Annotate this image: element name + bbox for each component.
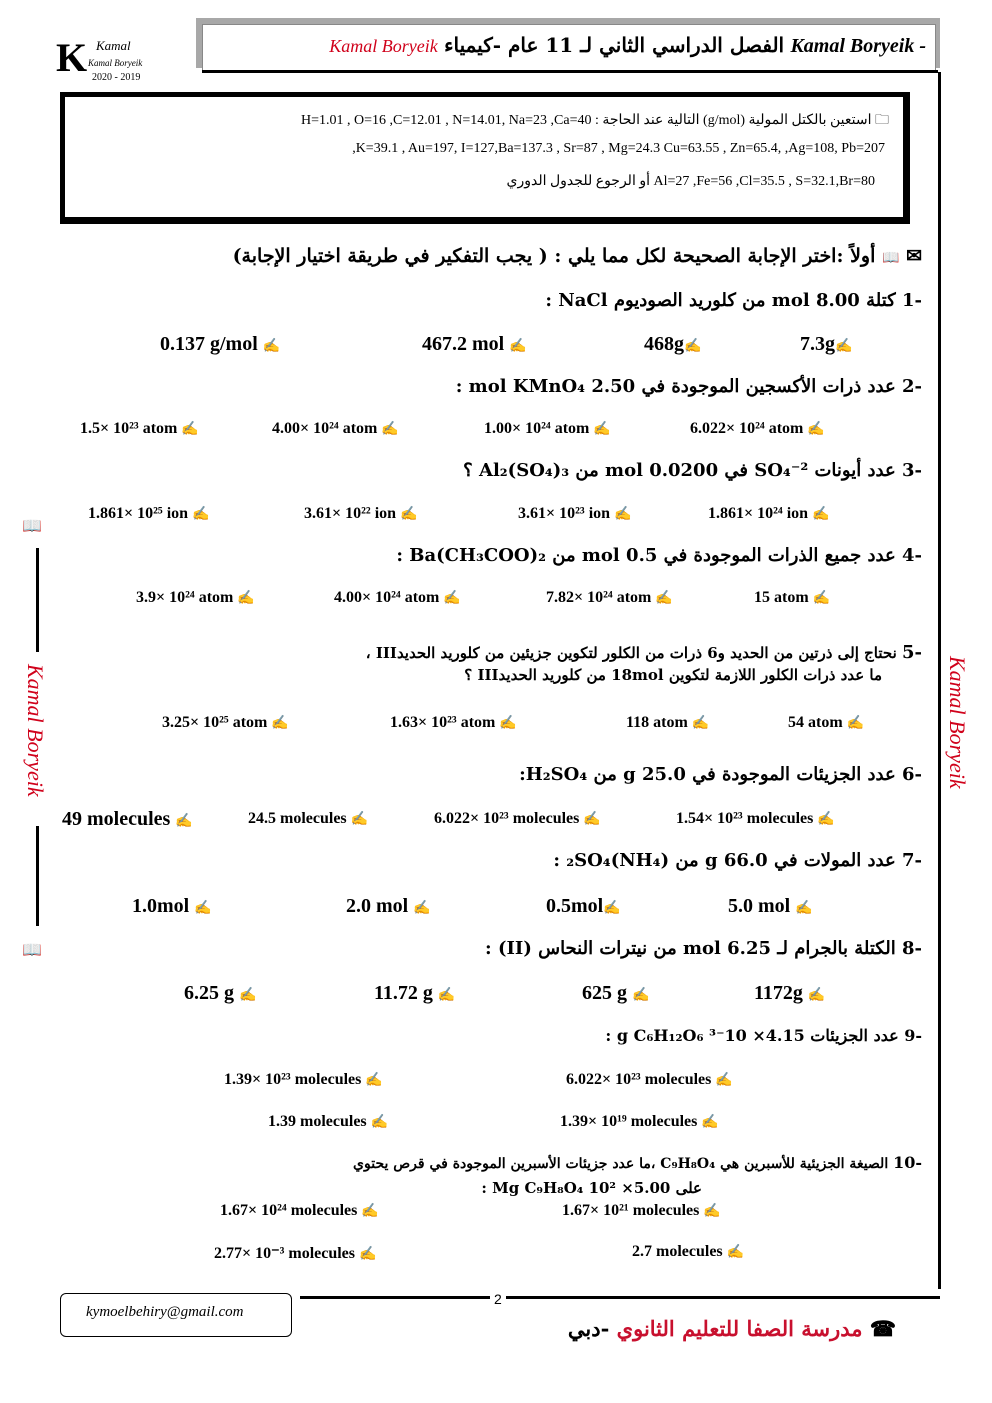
pen-icon: ✍ <box>846 716 865 731</box>
page-number: 2 <box>490 1291 506 1307</box>
title-signature: Kamal Boryeik <box>329 36 438 56</box>
pen-icon: ✍ <box>691 716 710 731</box>
question-4 <box>396 545 922 566</box>
question-number: -8 <box>901 938 922 959</box>
option[interactable]: 6.022× 10²³ molecules ✍ <box>434 810 601 827</box>
pen-icon: ✍ <box>701 1115 719 1130</box>
question-6 <box>519 764 922 785</box>
school-city: -دبي <box>567 1316 610 1341</box>
pen-icon: ✍ <box>271 716 289 731</box>
question-8 <box>485 938 922 959</box>
option[interactable]: 6.022× 10²⁴ atom ✍ <box>690 420 825 437</box>
option[interactable]: 2.0 mol ✍ <box>346 895 431 917</box>
option[interactable]: 625 g ✍ <box>582 982 650 1004</box>
pen-icon: ✍ <box>175 814 193 829</box>
title-english: Kamal Boryeik - <box>790 35 926 57</box>
masses-values-1: H=1.01 , O=16 ,C=12.01 , N=14.01, Na=23 ,Ca=40 <box>301 113 592 128</box>
book-icon: 📖 <box>882 250 900 266</box>
option[interactable]: 1.00× 10²⁴ atom ✍ <box>484 420 611 437</box>
pen-icon: ✍ <box>370 1115 389 1130</box>
right-border-rule <box>938 72 941 1289</box>
question-number: -9 <box>904 1026 922 1045</box>
page-title <box>329 33 926 58</box>
envelope-icon: ✉ <box>906 245 922 267</box>
question-10-line-2: على 5.00× 10² Mg C₉H₈O₄ : <box>481 1179 702 1197</box>
option[interactable]: 1.39× 10²³ molecules ✍ <box>224 1071 383 1088</box>
pen-icon: ✍ <box>437 988 456 1003</box>
question-text: الكتلة بالجرام لـ 6.25 mol من نيترات النحاس (II) : <box>485 938 896 959</box>
pen-icon: ✍ <box>703 1204 721 1219</box>
option[interactable]: 118 atom ✍ <box>626 714 710 731</box>
option[interactable]: 1.63× 10²³ atom ✍ <box>390 714 517 731</box>
question-number: -7 <box>901 850 922 871</box>
pen-icon: ✍ <box>237 591 255 606</box>
option[interactable]: 1.67× 10²⁴ molecules ✍ <box>220 1202 379 1219</box>
option[interactable]: 7.82× 10²⁴ atom ✍ <box>546 589 673 606</box>
option[interactable]: 4.00× 10²⁴ atom ✍ <box>334 589 461 606</box>
logo-signature: Kamal <box>96 38 131 53</box>
option[interactable]: 1.861× 10²⁴ ion ✍ <box>708 505 830 522</box>
pen-icon: ✍ <box>350 812 369 827</box>
option[interactable]: 6.25 g ✍ <box>184 982 257 1004</box>
question-number: -6 <box>901 764 922 785</box>
option[interactable]: 4.00× 10²⁴ atom ✍ <box>272 420 399 437</box>
question-number: -1 <box>901 290 922 311</box>
question-number: -10 <box>893 1153 922 1172</box>
masses-box <box>64 96 904 218</box>
pen-icon: ✍ <box>812 507 830 522</box>
pen-icon: ✍ <box>413 901 431 916</box>
phone-icon: ☎ <box>869 1316 896 1341</box>
pen-icon: ✍ <box>192 507 210 522</box>
school-name <box>568 1316 896 1341</box>
question-number: -4 <box>901 545 922 566</box>
pen-icon: ✍ <box>726 1245 745 1260</box>
option[interactable]: 2.77× 10⁻³ molecules ✍ <box>214 1245 377 1262</box>
pen-icon: ✍ <box>835 339 853 354</box>
question-text: عدد ذرات الأكسجين الموجودة في 2.50 mol KMnO₄ : <box>455 376 896 397</box>
question-text: عدد الجزيئات الموجودة في 25.0 g من H₂SO₄: <box>519 764 896 785</box>
pen-icon: ✍ <box>614 507 632 522</box>
logo-name: Kamal Boryeik <box>88 58 143 68</box>
option[interactable]: 15 atom ✍ <box>754 589 831 606</box>
pen-icon: ✍ <box>381 422 399 437</box>
question-5 <box>366 642 922 663</box>
left-side-rule <box>36 826 39 926</box>
question-10 <box>353 1153 922 1172</box>
pen-icon: ✍ <box>239 988 257 1003</box>
folder-icon: 🗀 <box>875 113 889 128</box>
pen-icon: ✍ <box>655 591 673 606</box>
title-arabic: الفصل الدراسي الثاني لـ 11 عام -كيمياء <box>444 33 785 57</box>
option[interactable]: 0.5mol✍ <box>546 895 621 917</box>
question-text: كتلة 8.00 mol من كلوريد الصوديوم NaCl : <box>545 290 896 311</box>
logo <box>52 34 170 86</box>
option[interactable]: 1.39 molecules ✍ <box>268 1113 389 1130</box>
question-2 <box>456 376 922 397</box>
option[interactable]: 1.39× 10¹⁹ molecules ✍ <box>560 1113 719 1130</box>
question-number: -2 <box>901 376 922 397</box>
question-9 <box>605 1026 922 1045</box>
masses-line-1 <box>301 109 889 133</box>
right-side-signature: Kamal Boryeik <box>945 656 970 789</box>
option[interactable]: 3.61× 10²² ion ✍ <box>304 505 418 522</box>
question-7 <box>553 850 922 871</box>
left-side-signature: Kamal Boryeik <box>23 664 48 797</box>
pen-icon: ✍ <box>365 1073 383 1088</box>
header-underline <box>202 70 938 73</box>
option[interactable]: 1.5× 10²³ atom ✍ <box>80 420 199 437</box>
option[interactable]: 54 atom ✍ <box>788 714 865 731</box>
question-text: نحتاج إلى ذرتين من الحديد و6 ذرات من الكلور لتكوين جزيئين من كلوريد الحديدIII ، <box>365 644 897 662</box>
pen-icon: ✍ <box>632 988 650 1003</box>
option[interactable]: 7.3g✍ <box>800 333 853 355</box>
pen-icon: ✍ <box>593 422 611 437</box>
option[interactable]: 6.022× 10²³ molecules ✍ <box>566 1071 733 1088</box>
option[interactable]: 467.2 mol ✍ <box>422 333 527 355</box>
question-text: عدد أيونات SO₄⁻² في 0.0200 mol من Al₂(SO₄)₃ ؟ <box>463 460 896 481</box>
masses-line-3 <box>507 173 875 190</box>
question-text: عدد جميع الذرات الموجودة في 0.5 mol من Ba(CH₃COO)₂ : <box>396 545 896 566</box>
pen-icon: ✍ <box>603 901 621 916</box>
option[interactable]: 2.7 molecules ✍ <box>632 1243 745 1260</box>
option[interactable]: 1.67× 10²¹ molecules ✍ <box>562 1202 721 1219</box>
email-text[interactable]: kymoelbehiry@gmail.com <box>86 1304 244 1320</box>
option[interactable]: 1.0mol ✍ <box>132 895 212 917</box>
option[interactable]: 0.137 g/mol ✍ <box>160 333 281 355</box>
question-1 <box>545 290 922 311</box>
pen-icon: ✍ <box>807 422 825 437</box>
logo-letter: K <box>56 35 88 80</box>
question-3 <box>463 460 922 481</box>
question-text: عدد الجزيئات 4.15× 10⁻³ g C₆H₁₂O₆ : <box>605 1026 899 1045</box>
option[interactable]: 24.5 molecules ✍ <box>248 810 369 827</box>
pen-icon: ✍ <box>509 339 527 354</box>
pen-icon: ✍ <box>194 901 212 916</box>
masses-line-2: ,K=39.1 , Au=197, I=127,Ba=137.3 , Sr=87 , Mg=24.3 Cu=63.55 , Zn=65.4, ,Ag=108, Pb=207 <box>352 141 885 156</box>
option[interactable]: 49 molecules ✍ <box>62 808 193 830</box>
pen-icon: ✍ <box>795 901 813 916</box>
school-text: مدرسة الصفا للتعليم الثانوي <box>616 1316 863 1341</box>
option[interactable]: 1.54× 10²³ molecules ✍ <box>676 810 835 827</box>
pen-icon: ✍ <box>817 812 835 827</box>
masses-label: استعين بالكتل المولية (g/mol) التالية عند الحاجة : <box>594 113 872 128</box>
option[interactable]: 1.861× 10²⁵ ion ✍ <box>88 505 210 522</box>
option[interactable]: 3.9× 10²⁴ atom ✍ <box>136 589 255 606</box>
pen-icon: ✍ <box>262 339 281 354</box>
section-title-text: أولاً :اختر الإجابة الصحيحة لكل مما يلي : ( يجب التفكير في طريقة اختيار الإجابة) <box>232 245 876 267</box>
option[interactable]: 468g✍ <box>644 333 702 355</box>
pen-icon: ✍ <box>181 422 199 437</box>
pen-icon: ✍ <box>807 988 826 1003</box>
pen-icon: ✍ <box>359 1247 377 1262</box>
book-icon: 📖 <box>22 940 42 959</box>
option[interactable]: 3.25× 10²⁵ atom ✍ <box>162 714 289 731</box>
logo-years: 2020 - 2019 <box>92 72 141 83</box>
book-icon: 📖 <box>22 516 42 535</box>
pen-icon: ✍ <box>715 1073 733 1088</box>
question-number: -3 <box>901 460 922 481</box>
pen-icon: ✍ <box>583 812 601 827</box>
masses-values-3: Al=27 ,Fe=56 ,Cl=35.5 , S=32.1,Br=80 <box>653 174 875 189</box>
option[interactable]: 11.72 g ✍ <box>374 982 456 1004</box>
left-side-rule <box>36 548 39 652</box>
masses-tail: أو الرجوع للجدول الدوري <box>506 174 650 189</box>
pen-icon: ✍ <box>400 507 418 522</box>
pen-icon: ✍ <box>684 339 702 354</box>
pen-icon: ✍ <box>499 716 517 731</box>
option[interactable]: 5.0 mol ✍ <box>728 895 813 917</box>
question-5-line-2: ما عدد ذرات الكلور اللازمة لتكوين 18mol من كلوريد الحديدIII ؟ <box>464 666 882 684</box>
option[interactable]: 1172g ✍ <box>754 982 826 1004</box>
option[interactable]: 3.61× 10²³ ion ✍ <box>518 505 632 522</box>
section-title <box>233 245 922 267</box>
pen-icon: ✍ <box>812 591 831 606</box>
footer-rule <box>300 1296 940 1299</box>
question-text: عدد المولات في 66.0 g من (NH₄)₂SO₄ : <box>553 850 896 871</box>
question-number: -5 <box>901 642 922 663</box>
pen-icon: ✍ <box>443 591 461 606</box>
question-text: الصيغة الجزيئية للأسبرين هي C₉H₈O₄ ،ما عدد جزيئات الأسبرين الموجودة في قرص يحتوي <box>353 1156 889 1172</box>
pen-icon: ✍ <box>361 1204 379 1219</box>
